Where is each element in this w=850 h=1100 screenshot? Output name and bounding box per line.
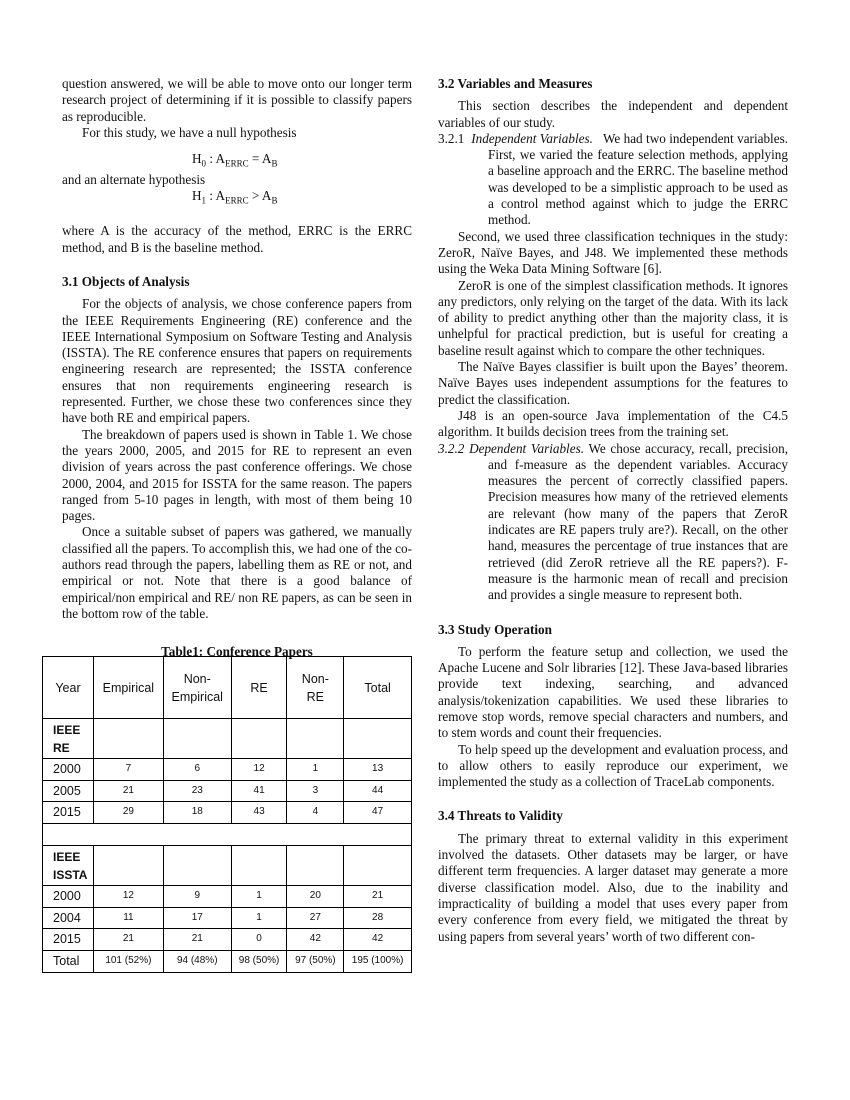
table-row: 2015 29 18 43 4 47 [43, 802, 412, 824]
intro-paragraph: question answered, we will be able to move onto our longer term research project of determining if it is possible to classify papers as reproducible. [62, 76, 412, 124]
zeror-paragraph: ZeroR is one of the simplest classification methods. It ignores any predictors, only relying on the target of the data. With its lack of ability to predict anything other than the majority class, it is unhelpful for practical prediction, but is useful for creating a baseline result against which to compare the other techniques. [438, 277, 788, 358]
header-non-re: Non- RE [287, 657, 344, 719]
equation-h1: $H_1$ : $A_{ERRC} > A_B$ [192, 188, 278, 207]
j48-paragraph: J48 is an open-source Java implementation of the C4.5 algorithm. It builds decision trees from the training set. [438, 407, 788, 440]
dependent-variables-subsection: 3.2.2 Dependent Variables. We chose accuracy, recall, precision, and f-measure as the dependent variables. Accuracy measures the percent of correctly classified papers. Precision measures how many of the retrieved elements are relevant (how many of the papers that ZeroR indicates are RE papers truly are?). Recall, on the other hand, measures the percentage of true instances that are retrieved (did ZeroR retrieve all the RE papers?). F-measure is the harmonic mean of recall and precision and provides a single measure to represent both. [438, 440, 788, 603]
table-row: 2000 7 6 12 1 13 [43, 759, 412, 781]
null-hypothesis-intro: For this study, we have a null hypothesis [82, 124, 297, 140]
conference-papers-table [42, 656, 412, 973]
objects-paragraph-2: The breakdown of papers used is shown in Table 1. We chose the years 2000, 2005, and 2015 for RE to represent an even division of years across the past conference offerings. We chose 2000, 2004, and 2015 for ISSTA for the same reason. The papers ranged from 5-10 pages in length, with most of them being 10 pages. [62, 426, 412, 524]
table-header-row [43, 657, 412, 719]
section-heading-objects: 3.1 Objects of Analysis [62, 273, 190, 289]
study-operation-paragraph-1: To perform the feature setup and collection, we used the Apache Lucene and Solr libraries [12]. These Java-based libraries provide text indexing, searching, and advanced analysis/tokenization capabilities. We used these libraries to remove stop words, remove special characters and numbers, and to stem words and count their frequencies. [438, 643, 788, 741]
equation-h0: $H_0$ : $A_{ERRC} = A_B$ [192, 151, 278, 169]
table-row: 2004 11 17 1 27 28 [43, 908, 412, 929]
objects-paragraph-3: Once a suitable subset of papers was gathered, we manually classified all the papers. To accomplish this, we had one of the co-authors read through the papers, labelling them as RE or not, and empirical or not. Note that there is a good balance of empirical/non empirical and RE/ non RE papers, as can be seen in the bottom row of the table. [62, 524, 412, 621]
group-row-issta [43, 846, 412, 886]
right-column [438, 76, 788, 945]
table-caption: Table1: Conference Papers [161, 644, 313, 660]
group-label-issta: IEEE ISSTA [43, 846, 94, 886]
group-label-re: IEEE RE [43, 719, 94, 759]
classification-techniques-paragraph: Second, we used three classification techniques in the study: ZeroR, Naïve Bayes, and J48. We implemented these methods using the Weka Data Mining Software [6]. [438, 228, 788, 277]
table-row: 2000 12 9 1 20 21 [43, 886, 412, 908]
group-row-re [43, 719, 412, 759]
header-non-empirical: Non- Empirical [163, 657, 231, 719]
table-total-row: Total 101 (52%) 94 (48%) 98 (50%) 97 (50%) 195 (100%) [43, 951, 412, 973]
header-total: Total [344, 657, 412, 719]
variables-paragraph: This section describes the independent and dependent variables of our study. [438, 98, 788, 130]
threats-paragraph: The primary threat to external validity in this experiment involved the datasets. Other datasets may be larger, or have different term frequencies. A larger dataset may generate a more diverse classification model. Also, due to the inability and impracticality of building a model that uses every paper from every conference from every field, we mitigated the threat by using papers from several years’ worth of two different con- [438, 830, 788, 944]
objects-paragraph-1: For the objects of analysis, we chose conference papers from the IEEE Requirements Engineering (RE) conference and the IEEE International Symposium on Software Testing and Analysis (ISSTA). The RE conference ensures that papers on requirements engineering research are represented; the ISSTA conference ensures that non requirements engineering research is represented. Further, we chose these two conferences since they have both RE and empirical papers. [62, 296, 412, 426]
table-row: 2015 21 21 0 42 42 [43, 929, 412, 951]
alternate-hypothesis-intro: and an alternate hypothesis [62, 172, 206, 188]
section-heading-variables: 3.2 Variables and Measures [438, 76, 593, 91]
section-heading-threats: 3.4 Threats to Validity [438, 808, 563, 824]
header-empirical: Empirical [93, 657, 163, 719]
table-row: 2005 21 23 41 3 44 [43, 781, 412, 802]
study-operation-paragraph-2: To help speed up the development and evaluation process, and to allow others to easily reproduce our experiment, we implemented the study as a collection of TraceLab components. [438, 741, 788, 790]
left-column [62, 76, 412, 672]
where-paragraph: where A is the accuracy of the method, ERRC is the ERRC method, and B is the baseline method. [62, 223, 412, 255]
header-year: Year [43, 657, 94, 719]
naive-bayes-paragraph: The Naïve Bayes classifier is built upon the Bayes’ theorem. Naïve Bayes uses independent assumptions for the features to predict the classification. [438, 359, 788, 407]
table-spacer-row [43, 824, 412, 846]
section-heading-study-operation: 3.3 Study Operation [438, 621, 552, 637]
independent-variables-subsection: 3.2.1 Independent Variables. We had two independent variables. First, we varied the feature selection methods, applying a baseline approach and the ERRC. The baseline method was developed to be a simplistic approach to be used as a control method against which to judge the ERRC method. [438, 130, 789, 228]
header-re: RE [231, 657, 287, 719]
